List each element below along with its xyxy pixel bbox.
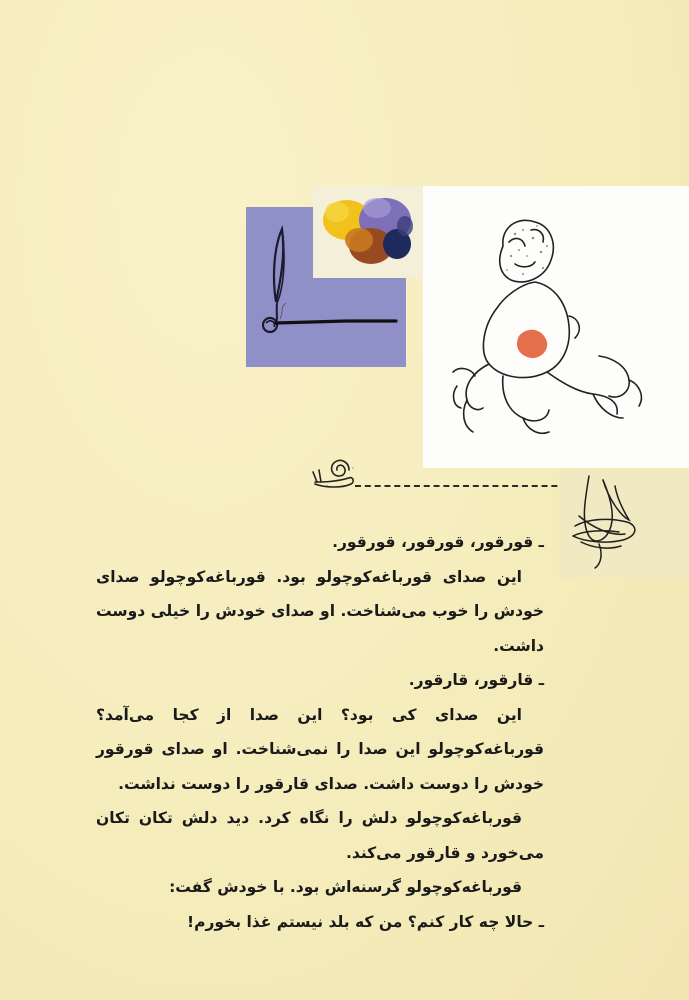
- story-line-7: ـ حالا چه کار کنم؟ من که بلد نیستم غذا بخورم!: [187, 912, 544, 931]
- story-paragraph-5: قورباغه‌کوچولو دلش را نگاه کرد. دید دلش تکان تکان می‌خورد و قارقور می‌کند.: [96, 809, 544, 862]
- paint-palette: [313, 186, 426, 278]
- scribble-doodle-icon: [559, 470, 689, 578]
- paint-palette-icon: [313, 186, 426, 278]
- frog-drawing-card: [423, 186, 689, 468]
- story-line-3: ـ قارقور، قارقور.: [408, 671, 544, 689]
- frog-drawing-icon: [423, 186, 689, 468]
- story-paragraph-4: این صدای کی بود؟ این صدا از کجا می‌آمد؟ قورباغه‌کوچولو این صدا را نمی‌شناخت. او صدای قورقور خودش را دوست داشت. صدای قارقور را دوست نداشت.: [96, 705, 544, 793]
- story-paragraph-2: این صدای قورباغه‌کوچولو بود. قورباغه‌کوچولو صدای خودش را خوب می‌شناخت. او صدای خودش را خیلی دوست داشت.: [96, 567, 544, 655]
- scribble-card: [559, 470, 689, 578]
- story-line-1: ـ قورقور، قورقور، قورقور.: [332, 533, 544, 551]
- dashed-divider: [355, 485, 577, 487]
- snail-doodle: [305, 448, 365, 498]
- story-text: [96, 525, 544, 939]
- story-paragraph-6: قورباغه‌کوچولو گرسنه‌اش بود. با خودش گفت:: [169, 878, 522, 896]
- snail-doodle-icon: [305, 448, 365, 498]
